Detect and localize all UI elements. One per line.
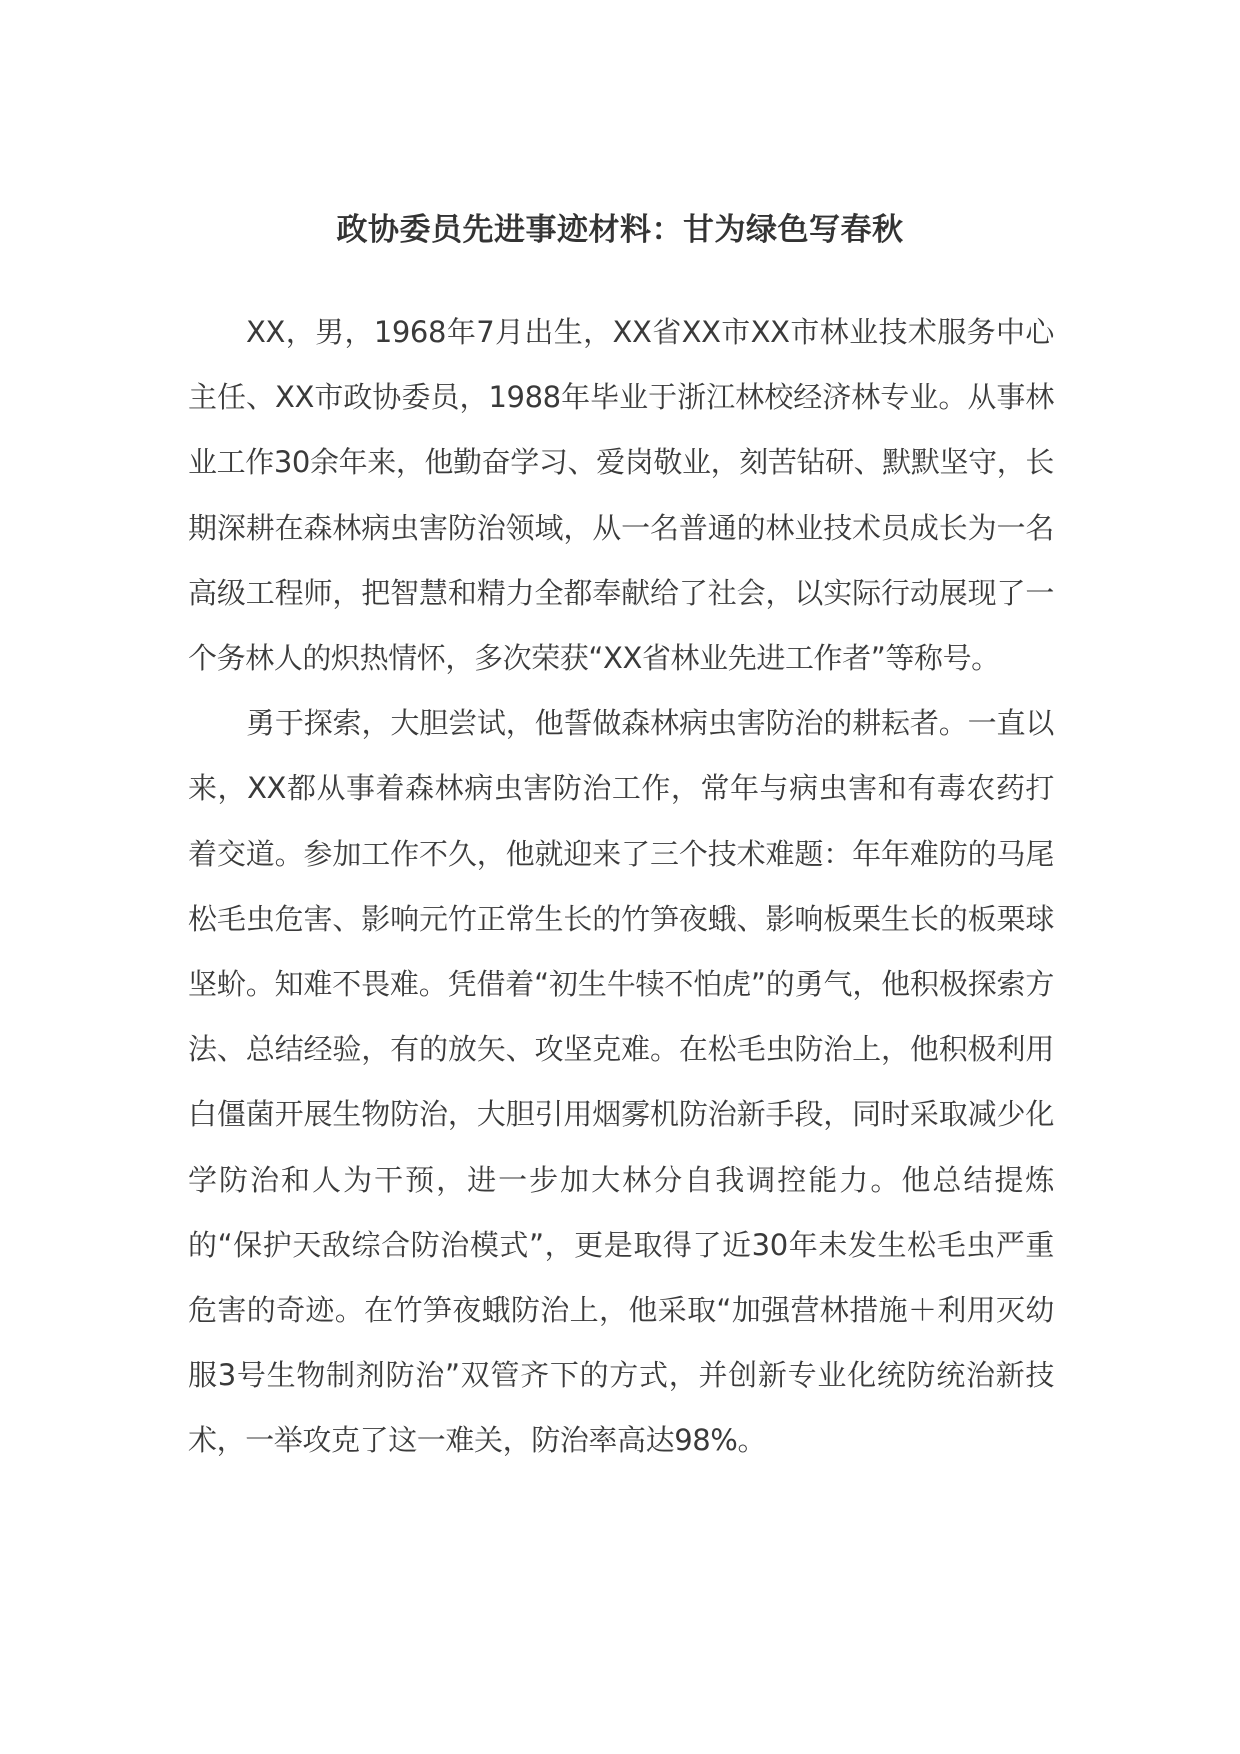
paragraph-1: XX，男，1968年7月出生，XX省XX市XX市林业技术服务中心主任、XX市政协委员，1988年毕业于浙江林校经济林专业。从事林业工作30余年来，他勤奋学习、爱岗敬业，刻苦钻研、默默坚守，长期深耕在森林病虫害防治领域，从一名普通的林业技术员成长为一名高级工程师，把智慧和精力全都奉献给了社会，以实际行动展现了一个务林人的炽热情怀，多次荣获“XX省林业先进工作者”等称号。 (188, 315, 1054, 676)
document-title: 政协委员先进事迹材料：甘为绿色写春秋 (336, 212, 904, 248)
document-body (188, 300, 1054, 1474)
paragraph-2: 勇于探索，大胆尝试，他誓做森林病虫害防治的耕耘者。一直以来，XX都从事着森林病虫害防治工作，常年与病虫害和有毒农药打着交道。参加工作不久，他就迎来了三个技术难题：年年难防的马尾松毛虫危害、影响元竹正常生长的竹笋夜蛾、影响板栗生长的板栗球坚蚧。知难不畏难。凭借着“初生牛犊不怕虎”的勇气，他积极探索方法、总结经验，有的放矢、攻坚克难。在松毛虫防治上，他积极利用白僵菌开展生物防治，大胆引用烟雾机防治新手段，同时采取减少化学防治和人为干预，进一步加大林分自我调控能力。他总结提炼的“保护天敌综合防治模式”，更是取得了近30年未发生松毛虫严重危害的奇迹。在竹笋夜蛾防治上，他采取“加强营林措施＋利用灭幼服3号生物制剂防治”双管齐下的方式，并创新专业化统防统治新技术，一举攻克了这一难关，防治率高达98%。 (188, 706, 1054, 1458)
